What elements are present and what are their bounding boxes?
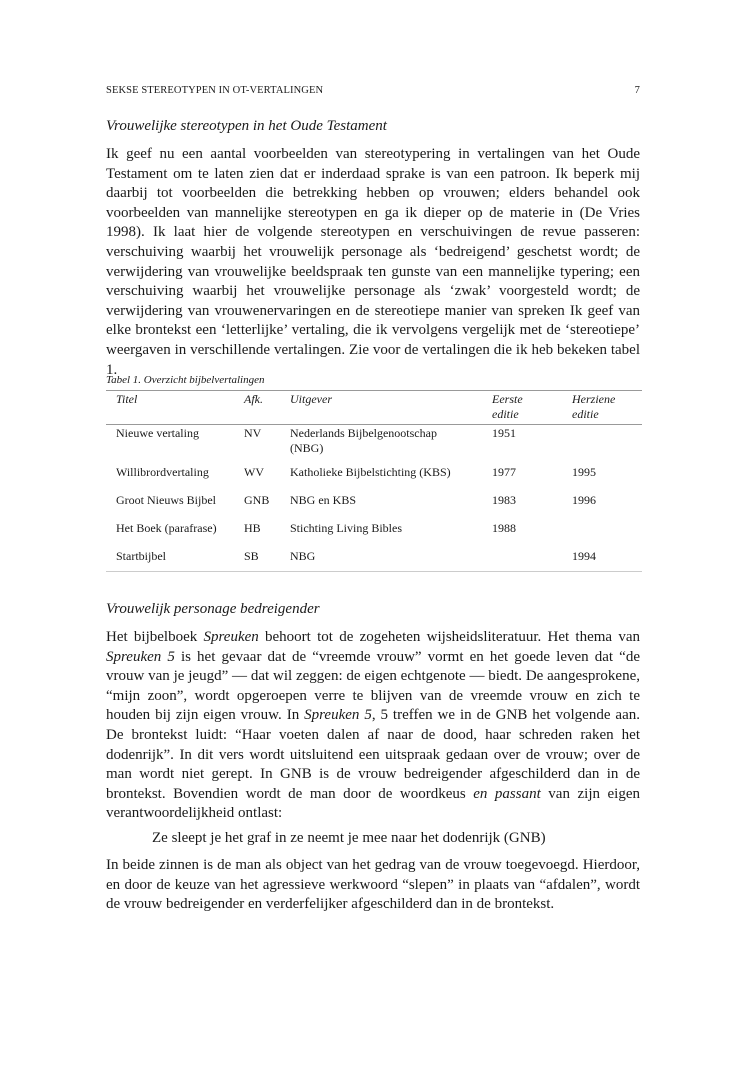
cell-afk: WV — [244, 465, 264, 479]
header-afk: Afk. — [244, 392, 263, 406]
cell-uitgever: NBG — [290, 549, 316, 563]
cell-uitgever: Nederlands Bijbelgenootschap (NBG) — [290, 426, 437, 455]
cell-titel: Het Boek (parafrase) — [116, 521, 217, 535]
cell-afk: SB — [244, 549, 259, 563]
table-header-rule — [106, 424, 642, 425]
header-eerste-editie: Eerste editie — [492, 392, 523, 421]
cell-eerste-editie: 1951 — [492, 426, 516, 440]
running-title: SEKSE STEREOTYPEN IN OT-VERTALINGEN — [106, 85, 324, 96]
section-heading-stereotypen: Vrouwelijke stereotypen in het Oude Testament — [106, 118, 387, 134]
cell-afk: NV — [244, 426, 262, 440]
table-top-rule — [106, 390, 642, 391]
cell-herziene-editie: 1994 — [572, 549, 596, 563]
cell-titel: Nieuwe vertaling — [116, 426, 199, 440]
cell-eerste-editie: 1983 — [492, 493, 516, 507]
table-caption: Tabel 1. Overzicht bijbelvertalingen — [106, 374, 265, 386]
cell-titel: Startbijbel — [116, 549, 166, 563]
cell-uitgever: Stichting Living Bibles — [290, 521, 403, 535]
cell-titel: Willibrordvertaling — [116, 465, 209, 479]
gnb-quote: Ze sleept je het graf in ze neemt je mee naar het dodenrijk (GNB) — [152, 830, 546, 846]
table-bottom-rule — [106, 571, 642, 572]
spreuken-paragraph: Het bijbelboek Spreuken behoort tot de zogeheten wijsheidsliteratuur. Het thema van Spreuken 5 is het gevaar dat de “vreemde vrouw” vormt en het goede leven dat “de vrouw van je jeugd” — dat wil zeggen: de eigen echtgenote — biedt. De aangesprokene, “mijn zoon”, wordt opgeroepen verre te blijven van de vreemde vrouw en zich te houden bij zijn eigen vrouw. In Spreuken 5, 5 treffen we in de GNB het volgende aan. De brontekst luidt: “Haar voeten dalen af naar de dood, haar schreden raken het dodenrijk”. In dit vers wordt uitsluitend een uitspraak gedaan over de vrouw; over de man wordt niet gerept. In GNB is de vrouw bedreigender afgeschilderd dan in de brontekst. Bovendien wordt de man door de woordkeus en passant van zijn eigen verantwoordelijkheid ontlast: — [106, 629, 640, 822]
intro-paragraph: Ik geef nu een aantal voorbeelden van stereotypering in vertalingen van het Oude Testament om te laten zien dat er inderdaad sprake is van een patroon. Ik beperk mij daarbij tot voorbeelden die betrekking hebben op vrouwen; elders behandel ook voorbeelden van mannelijke stereotypen en ga ik dieper op de materie in (De Vries 1998). Ik laat hier de volgende stereotypen en verschuivingen de revue passeren: verschuiving waarbij het vrouwelijk personage als ‘bedreigend’ geschetst wordt; de verwijdering van vrouwelijke beeldspraak ten gunste van een mannelijke typering; een verschuiving waarbij het vrouwelijke personage als ‘zwak’ voorgesteld wordt; de verwijdering van vrouwenervaringen en de stereotiepe manier van spreken Ik geef van elke brontekst een ‘letterlijke’ vertaling, die ik vervolgens vergelijk met de ‘stereotiepe’ weergaven in verschillende vertalingen. Zie voor de vertalingen die ik heb bekeken tabel 1. — [106, 146, 640, 378]
cell-afk: HB — [244, 521, 261, 535]
cell-uitgever: NBG en KBS — [290, 493, 357, 507]
header-herziene-editie: Herziene editie — [572, 392, 616, 421]
cell-eerste-editie: 1988 — [492, 521, 516, 535]
header-uitgever: Uitgever — [290, 392, 332, 406]
cell-herziene-editie: 1996 — [572, 493, 596, 507]
running-header — [106, 85, 640, 96]
cell-uitgever: Katholieke Bijbelstichting (KBS) — [290, 465, 451, 479]
cell-herziene-editie: 1995 — [572, 465, 596, 479]
cell-afk: GNB — [244, 493, 270, 507]
conclusion-paragraph: In beide zinnen is de man als object van het gedrag van de vrouw toegevoegd. Hierdoor, en door de keuze van het agressieve werkwoord “slepen” in plaats van “afdalen”, wordt de vrouw bedreigender en verderfelijker afgeschilderd dan in de brontekst. — [106, 857, 640, 913]
section-heading-bedreigender: Vrouwelijk personage bedreigender — [106, 601, 320, 617]
header-titel: Titel — [116, 392, 138, 406]
cell-eerste-editie: 1977 — [492, 465, 516, 479]
cell-titel: Groot Nieuws Bijbel — [116, 493, 216, 507]
page-number: 7 — [634, 85, 640, 96]
